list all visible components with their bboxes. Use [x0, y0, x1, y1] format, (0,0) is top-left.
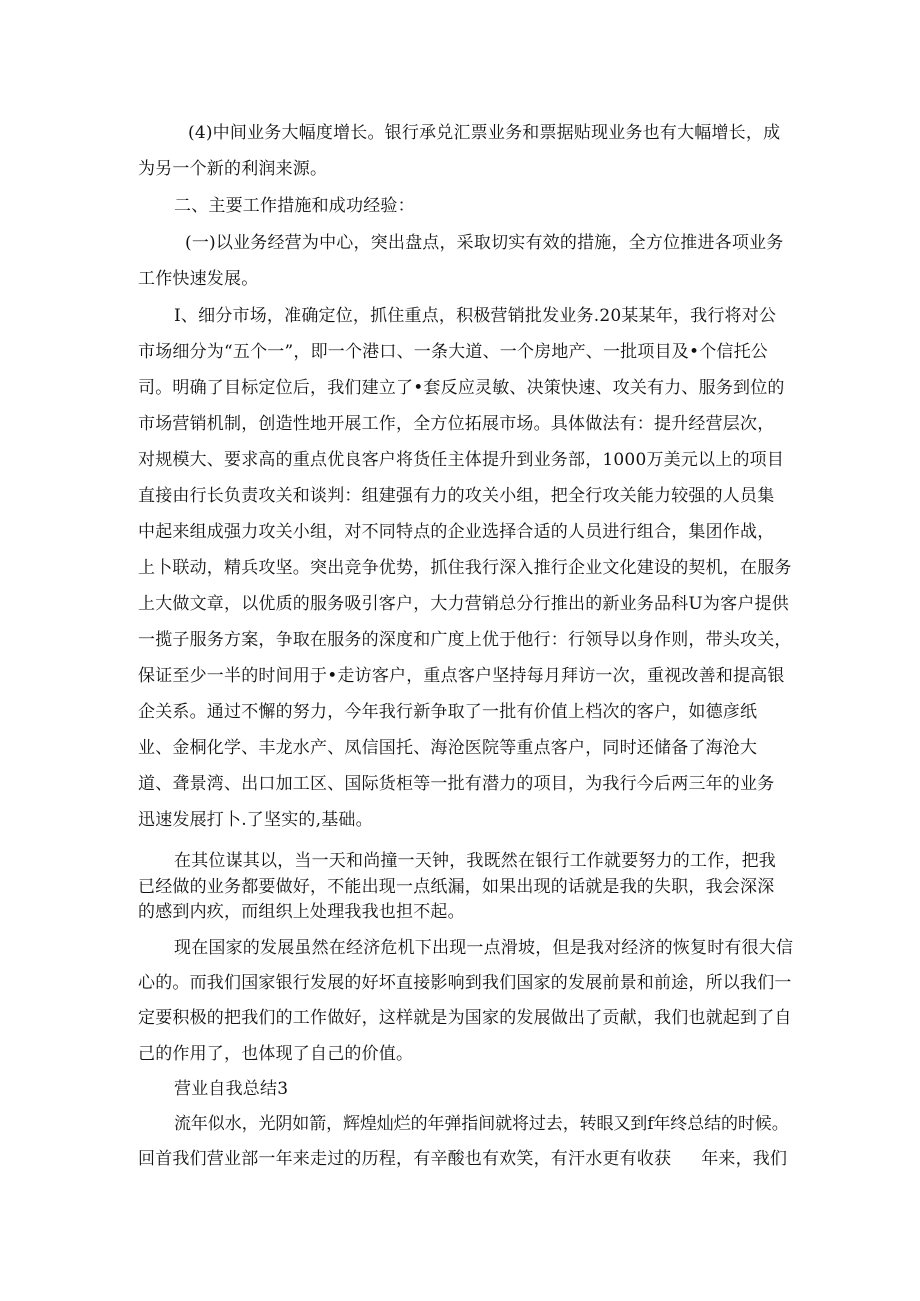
- paragraph-4-line-7: 中起来组成强力攻关小组，对不同特点的企业选择合适的人员进行组合，集团作战，: [138, 522, 775, 542]
- last-line-right: 年来，我们: [701, 1149, 788, 1169]
- paragraph-4-line-8: 上卜联动，精兵攻坚。突出竞争优势，抓住我行深入推行企业文化建设的契机，在服务: [138, 558, 792, 578]
- paragraph-4-line-9: 上大做文章，以优质的服务吸引客户，大力营销总分行推出的新业务品科U为客户提供: [138, 594, 789, 614]
- paragraph-4-line-3: 司。明确了目标定位后，我们建立了•套反应灵敏、决策快速、攻关有力、服务到位的: [138, 378, 785, 398]
- paragraph-4-line-2: 市场细分为“五个一”，即一个港口、一条大道、一个房地产、一批项目及•个信托公: [138, 342, 769, 362]
- paragraph-4-line-12: 企关系。通过不懈的努力，今年我行新争取了一批有价值上档次的客户，如德彦纸: [138, 702, 758, 722]
- paragraph-4-line-14: 道、聋景湾、出口加工区、国际货柜等一批有潜力的项目，为我行今后两三年的业务: [138, 774, 775, 794]
- paragraph-4-line-10: 一揽子服务方案，争取在服务的深度和广度上优于他行：行领导以身作则，带头攻关，: [138, 630, 792, 650]
- paragraph-6-line-3: 定要积极的把我们的工作做好，这样就是为国家的发展做出了贡献，我们也就起到了自: [138, 1008, 792, 1028]
- paragraph-1-line-1: (4)中间业务大幅度增长。银行承兑汇票业务和票据贴现业务也有大幅增长，成: [188, 123, 781, 143]
- paragraph-5-line-2: 已经做的业务都要做好，不能出现一点纸漏，如果出现的话就是我的失职，我会深深: [138, 877, 775, 897]
- paragraph-8-line-1: 流年似水，光阴如箭，辉煌灿烂的年弹指间就将过去，转眼又到f年终总结的时候。: [174, 1114, 789, 1134]
- paragraph-4-line-15: 迅速发展打卜.了坚实的,基础。: [138, 810, 373, 830]
- last-line: [138, 1147, 787, 1171]
- paragraph-4-line-5: 对规模大、要求高的重点优良客户将货任主体提升到业务部，1000万美元以上的项目: [138, 450, 785, 470]
- paragraph-6-line-4: 己的作用了，也体现了自己的价值。: [138, 1044, 414, 1064]
- paragraph-3-line-1: (一)以业务经营为中心，突出盘点，采取切实有效的措施，全方位推进各项业务: [185, 233, 784, 253]
- paragraph-5-line-3: 的感到内疚，而组织上处理我我也担不起。: [138, 902, 465, 922]
- section-heading-3: 营业自我总结3: [174, 1079, 289, 1099]
- section-heading-2: 二、主要工作措施和成功经验：: [174, 196, 415, 216]
- paragraph-5-line-1: 在其位谋其以，当一天和尚撞一天钟，我既然在银行工作就要努力的工作，把我: [174, 851, 776, 871]
- last-line-left: 回首我们营业部一年来走过的历程，有辛酸也有欢笑，有汗水更有收获: [138, 1149, 672, 1169]
- paragraph-6-line-2: 心的。而我们国家银行发展的好坏直接影响到我们国家的发展前景和前途，所以我们一: [138, 973, 792, 993]
- paragraph-4-line-4: 市场营销机制，创造性地开展工作，全方位拓展市场。具体做法有：提升经营层次，: [138, 414, 775, 434]
- paragraph-4-line-6: 直接由行长负责攻关和谈判：组建强有力的攻关小组，把全行攻关能力较强的人员集: [138, 486, 775, 506]
- paragraph-4-line-11: 保证至少一半的时间用于•走访客户，重点客户坚持每月拜访一次，重视改善和提高银: [138, 666, 785, 686]
- paragraph-4-line-13: 业、金桐化学、丰龙水产、凤信国托、海沧医院等重点客户，同时还储备了海沧大: [138, 738, 758, 758]
- paragraph-1-line-2: 为另一个新的利润来源。: [138, 159, 328, 179]
- paragraph-3-line-2: 工作快速发展。: [138, 269, 259, 289]
- paragraph-6-line-1: 现在国家的发展虽然在经济危机下出现一点滑坡，但是我对经济的恢复时有很大信: [174, 938, 794, 958]
- paragraph-4-line-1: I、细分市场，准确定位，抓住重点，积极营销批发业务.20某某年，我行将对公: [174, 306, 777, 326]
